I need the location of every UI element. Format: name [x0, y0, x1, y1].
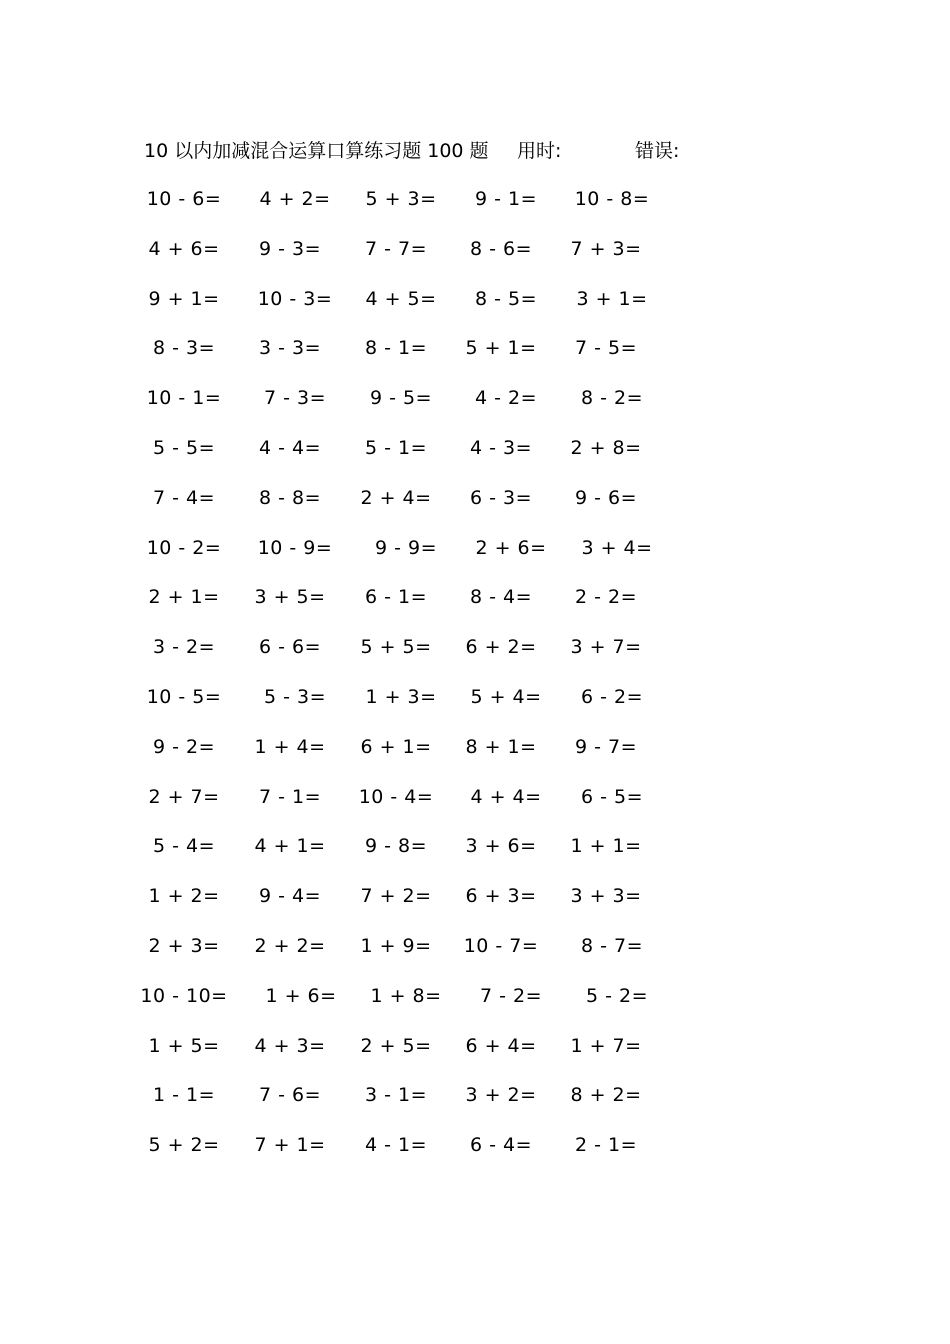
math-problem: 8 - 3=	[152, 337, 216, 359]
math-problem: 3 + 1=	[576, 288, 648, 310]
math-problem: 5 + 5=	[360, 636, 432, 658]
math-problem: 6 + 1=	[360, 736, 432, 758]
math-problem: 10 - 8=	[574, 188, 650, 210]
math-problem: 10 - 6=	[146, 188, 222, 210]
math-problem: 6 - 4=	[469, 1134, 533, 1156]
math-problem: 8 - 6=	[469, 238, 533, 260]
math-problem: 9 - 8=	[364, 835, 428, 857]
math-problem: 2 + 8=	[570, 437, 642, 459]
math-problem: 7 - 1=	[258, 786, 322, 808]
math-problem: 3 + 3=	[570, 885, 642, 907]
math-problem: 1 + 6=	[265, 985, 337, 1007]
math-problem: 4 - 2=	[474, 387, 538, 409]
math-problem: 3 + 7=	[570, 636, 642, 658]
math-problem: 4 - 4=	[258, 437, 322, 459]
math-problem: 9 - 2=	[152, 736, 216, 758]
math-problem: 6 + 2=	[465, 636, 537, 658]
math-problem: 8 + 1=	[465, 736, 537, 758]
math-problem: 3 + 5=	[254, 586, 326, 608]
math-problem: 5 + 3=	[365, 188, 437, 210]
math-problem: 7 - 6=	[258, 1084, 322, 1106]
math-problem: 1 - 1=	[152, 1084, 216, 1106]
math-problem: 9 - 3=	[258, 238, 322, 260]
math-problem: 10 - 2=	[146, 537, 222, 559]
math-problem: 4 - 3=	[469, 437, 533, 459]
math-problem: 8 + 2=	[570, 1084, 642, 1106]
math-problem: 7 + 3=	[570, 238, 642, 260]
math-problem: 3 - 2=	[152, 636, 216, 658]
math-problem: 6 - 2=	[580, 686, 644, 708]
math-problem: 2 + 7=	[148, 786, 220, 808]
math-problem: 2 + 2=	[254, 935, 326, 957]
math-problem: 3 - 1=	[364, 1084, 428, 1106]
math-problem: 5 - 4=	[152, 835, 216, 857]
worksheet-title: 10 以内加减混合运算口算练习题 100 题	[144, 140, 489, 162]
math-problem: 10 - 4=	[358, 786, 434, 808]
math-problem: 1 + 7=	[570, 1035, 642, 1057]
math-problem: 3 - 3=	[258, 337, 322, 359]
math-problem: 1 + 8=	[370, 985, 442, 1007]
math-problem: 1 + 1=	[570, 835, 642, 857]
math-problem: 2 + 1=	[148, 586, 220, 608]
math-problem: 8 - 1=	[364, 337, 428, 359]
math-problem: 4 - 1=	[364, 1134, 428, 1156]
math-problem: 8 - 8=	[258, 487, 322, 509]
math-problem: 7 - 7=	[364, 238, 428, 260]
math-problem: 8 - 4=	[469, 586, 533, 608]
math-problem: 1 + 2=	[148, 885, 220, 907]
math-problem: 1 + 4=	[254, 736, 326, 758]
math-problem: 2 - 2=	[574, 586, 638, 608]
math-problem: 5 - 3=	[263, 686, 327, 708]
math-problem: 10 - 7=	[463, 935, 539, 957]
math-problem: 1 + 3=	[365, 686, 437, 708]
math-problem: 1 + 9=	[360, 935, 432, 957]
math-problem: 3 + 2=	[465, 1084, 537, 1106]
math-problem: 7 + 1=	[254, 1134, 326, 1156]
math-problem: 9 - 6=	[574, 487, 638, 509]
math-problem: 1 + 5=	[148, 1035, 220, 1057]
math-problem: 10 - 3=	[257, 288, 333, 310]
math-problem: 9 - 4=	[258, 885, 322, 907]
time-used-label: 用时:	[517, 140, 562, 162]
math-problem: 2 + 5=	[360, 1035, 432, 1057]
math-problem: 9 - 1=	[474, 188, 538, 210]
math-problem: 5 - 1=	[364, 437, 428, 459]
math-problem: 4 + 4=	[470, 786, 542, 808]
math-problem: 5 + 1=	[465, 337, 537, 359]
math-problem: 2 + 4=	[360, 487, 432, 509]
math-problem: 7 + 2=	[360, 885, 432, 907]
math-problem: 5 + 2=	[148, 1134, 220, 1156]
math-problem: 4 + 1=	[254, 835, 326, 857]
math-problem: 10 - 1=	[146, 387, 222, 409]
math-problem: 8 - 2=	[580, 387, 644, 409]
math-problem: 6 - 1=	[364, 586, 428, 608]
math-problem: 5 - 5=	[152, 437, 216, 459]
math-problem: 6 - 3=	[469, 487, 533, 509]
math-problem: 6 + 4=	[465, 1035, 537, 1057]
math-problem: 4 + 2=	[259, 188, 331, 210]
math-problem: 9 + 1=	[148, 288, 220, 310]
math-problem: 9 - 5=	[369, 387, 433, 409]
math-problem: 7 - 5=	[574, 337, 638, 359]
math-problem: 6 - 6=	[258, 636, 322, 658]
math-problem: 7 - 2=	[479, 985, 543, 1007]
math-problem: 2 - 1=	[574, 1134, 638, 1156]
math-problem: 9 - 7=	[574, 736, 638, 758]
math-problem: 6 + 3=	[465, 885, 537, 907]
math-problem: 10 - 9=	[257, 537, 333, 559]
math-problem: 7 - 4=	[152, 487, 216, 509]
error-count-label: 错误:	[635, 140, 680, 162]
math-problem: 10 - 10=	[140, 985, 228, 1007]
math-problem: 7 - 3=	[263, 387, 327, 409]
math-problem: 4 + 5=	[365, 288, 437, 310]
math-problem: 3 + 6=	[465, 835, 537, 857]
math-problem: 5 + 4=	[470, 686, 542, 708]
math-problem: 8 - 7=	[580, 935, 644, 957]
math-problem: 6 - 5=	[580, 786, 644, 808]
math-problem: 5 - 2=	[585, 985, 649, 1007]
math-problem: 9 - 9=	[374, 537, 438, 559]
math-problem: 10 - 5=	[146, 686, 222, 708]
math-problem: 4 + 3=	[254, 1035, 326, 1057]
math-problem: 3 + 4=	[581, 537, 653, 559]
math-problem: 2 + 6=	[475, 537, 547, 559]
math-problem: 4 + 6=	[148, 238, 220, 260]
math-problem: 2 + 3=	[148, 935, 220, 957]
math-problem: 8 - 5=	[474, 288, 538, 310]
